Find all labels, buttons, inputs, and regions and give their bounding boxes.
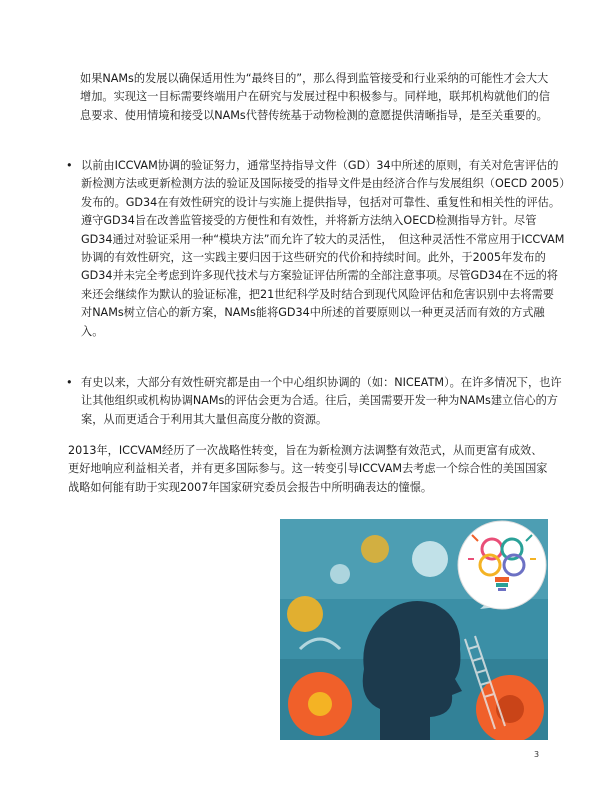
science-illustration	[280, 519, 548, 740]
page-number: 3	[534, 750, 540, 759]
bullet-text: 以前由ICCVAM协调的验证努力，通常坚持指导文件（GD）34中所述的原则，有关对危害评估的新检测方法或更新检测方法的验证及国际接受的指导文件是由经济合作与发展组织（OECD 2005）发布的。GD34在有效性研究的设计与实施上提供指导，包括对可靠性、重复性和相关性的评估。遵守GD34旨在改善监管接受的方便性和有效性，并将新方法纳入OECD检测指导方针。尽管GD34通过对验证采用一种“模块方法”而允许了较大的灵活性， 但这种灵活性不常应用于ICCVAM协调的有效性研究，这一实践主要归因于这些研究的代价和持续时间。此外，于2005年发布的GD34并未完全考虑到许多现代技术与方案验证评估所需的全部注意事项。尽管GD34在不远的将来还会继续作为默认的验证标准，把21世纪科学及时结合到现代风险评估和危害识别中去将需要对NAMs树立信心的新方案，NAMs能将GD34中所述的首要原则以一种更灵活而有效的方式融入。	[81, 159, 565, 338]
bullet-gd34-validation	[66, 157, 565, 341]
bullet-central-coordination	[66, 374, 565, 429]
brain-lightbulb-icon	[458, 521, 546, 609]
bullet-text: 有史以来，大部分有效性研究都是由一个中心组织协调的（如：NICEATM）。在许多情况下，也许让其他组织或机构协调NAMs的评估会更为合适。往后，美国需要开发一种为NAMs建立信心的方案，从而更适合于利用其大量但高度分散的资源。	[81, 376, 562, 426]
paragraph-iccvam-2013: 2013年，ICCVAM经历了一次战略性转变，旨在为新检测方法调整有效范式，从而更富有成效、更好地响应利益相关者，并有更多国际参与。这一转变引导ICCVAM去考虑一个综合性的美国国家战略如何能有助于实现2007年国家研究委员会报告中所明确表达的憧憬。	[68, 444, 548, 494]
bullet-marker: •	[66, 159, 73, 172]
paragraph-nams-applicability: 如果NAMs的发展以确保适用性为“最终目的”，那么得到监管接受和行业采纳的可能性才会大大增加。实现这一目标需要终端用户在研究与发展过程中积极参与。同样地，联邦机构就他们的信息要求、使用情境和接受以NAMs代替传统基于动物检测的意愿提供清晰指导，是至关重要的。	[80, 72, 550, 122]
bullet-marker: •	[66, 376, 73, 389]
